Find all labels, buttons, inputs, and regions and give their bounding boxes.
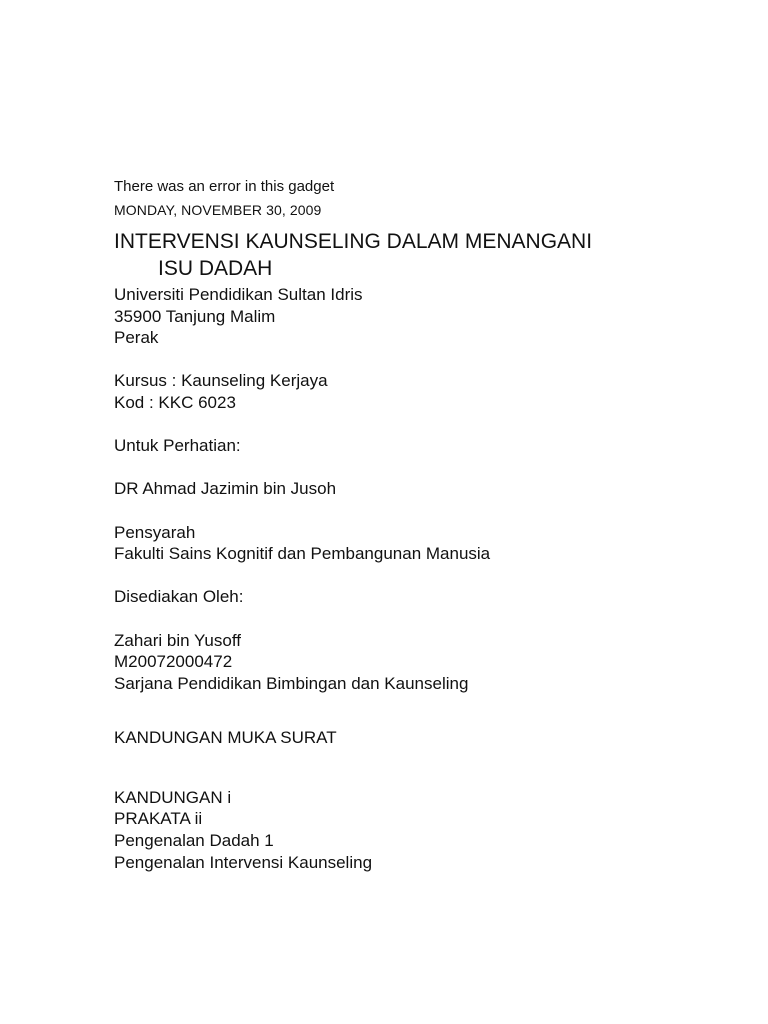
post-title[interactable] <box>114 228 754 282</box>
post-title-line-1: INTERVENSI KAUNSELING DALAM MENANGANI <box>114 230 593 253</box>
lecturer-name: DR Ahmad Jazimin bin Jusoh <box>114 479 337 499</box>
contents-item: KANDUNGAN i <box>114 787 232 807</box>
course-code: Kod : KKC 6023 <box>114 392 236 412</box>
student-matric-number: M20072000472 <box>114 652 233 672</box>
spacer <box>114 349 754 371</box>
prepared-by-label: Disediakan Oleh: <box>114 587 244 607</box>
spacer <box>114 608 754 630</box>
gadget-error-message: There was an error in this gadget <box>114 178 335 195</box>
contents-item: Pengenalan Intervensi Kaunseling <box>114 852 373 872</box>
university-postcode-city: 35900 Tanjung Malim <box>114 306 276 326</box>
contents-item: PRAKATA ii <box>114 809 203 829</box>
post-date: MONDAY, NOVEMBER 30, 2009 <box>114 202 322 218</box>
course-name: Kursus : Kaunseling Kerjaya <box>114 371 328 391</box>
lecturer-position: Pensyarah <box>114 522 196 542</box>
spacer <box>114 694 754 727</box>
spacer <box>114 457 754 479</box>
contents-item: Pengenalan Dadah 1 <box>114 831 274 851</box>
contents-heading: KANDUNGAN MUKA SURAT <box>114 728 337 748</box>
spacer <box>114 500 754 522</box>
post-title-line-2: ISU DADAH <box>158 257 273 280</box>
spacer <box>114 565 754 587</box>
university-state: Perak <box>114 328 159 348</box>
blog-post <box>114 176 754 873</box>
university-name: Universiti Pendidikan Sultan Idris <box>114 285 363 304</box>
post-body <box>114 284 754 873</box>
student-name: Zahari bin Yusoff <box>114 630 241 650</box>
student-program: Sarjana Pendidikan Bimbingan dan Kaunseling <box>114 673 469 693</box>
spacer <box>114 414 754 436</box>
lecturer-faculty: Fakulti Sains Kognitif dan Pembangunan Manusia <box>114 544 491 564</box>
spacer <box>114 749 754 787</box>
attention-label: Untuk Perhatian: <box>114 436 241 456</box>
